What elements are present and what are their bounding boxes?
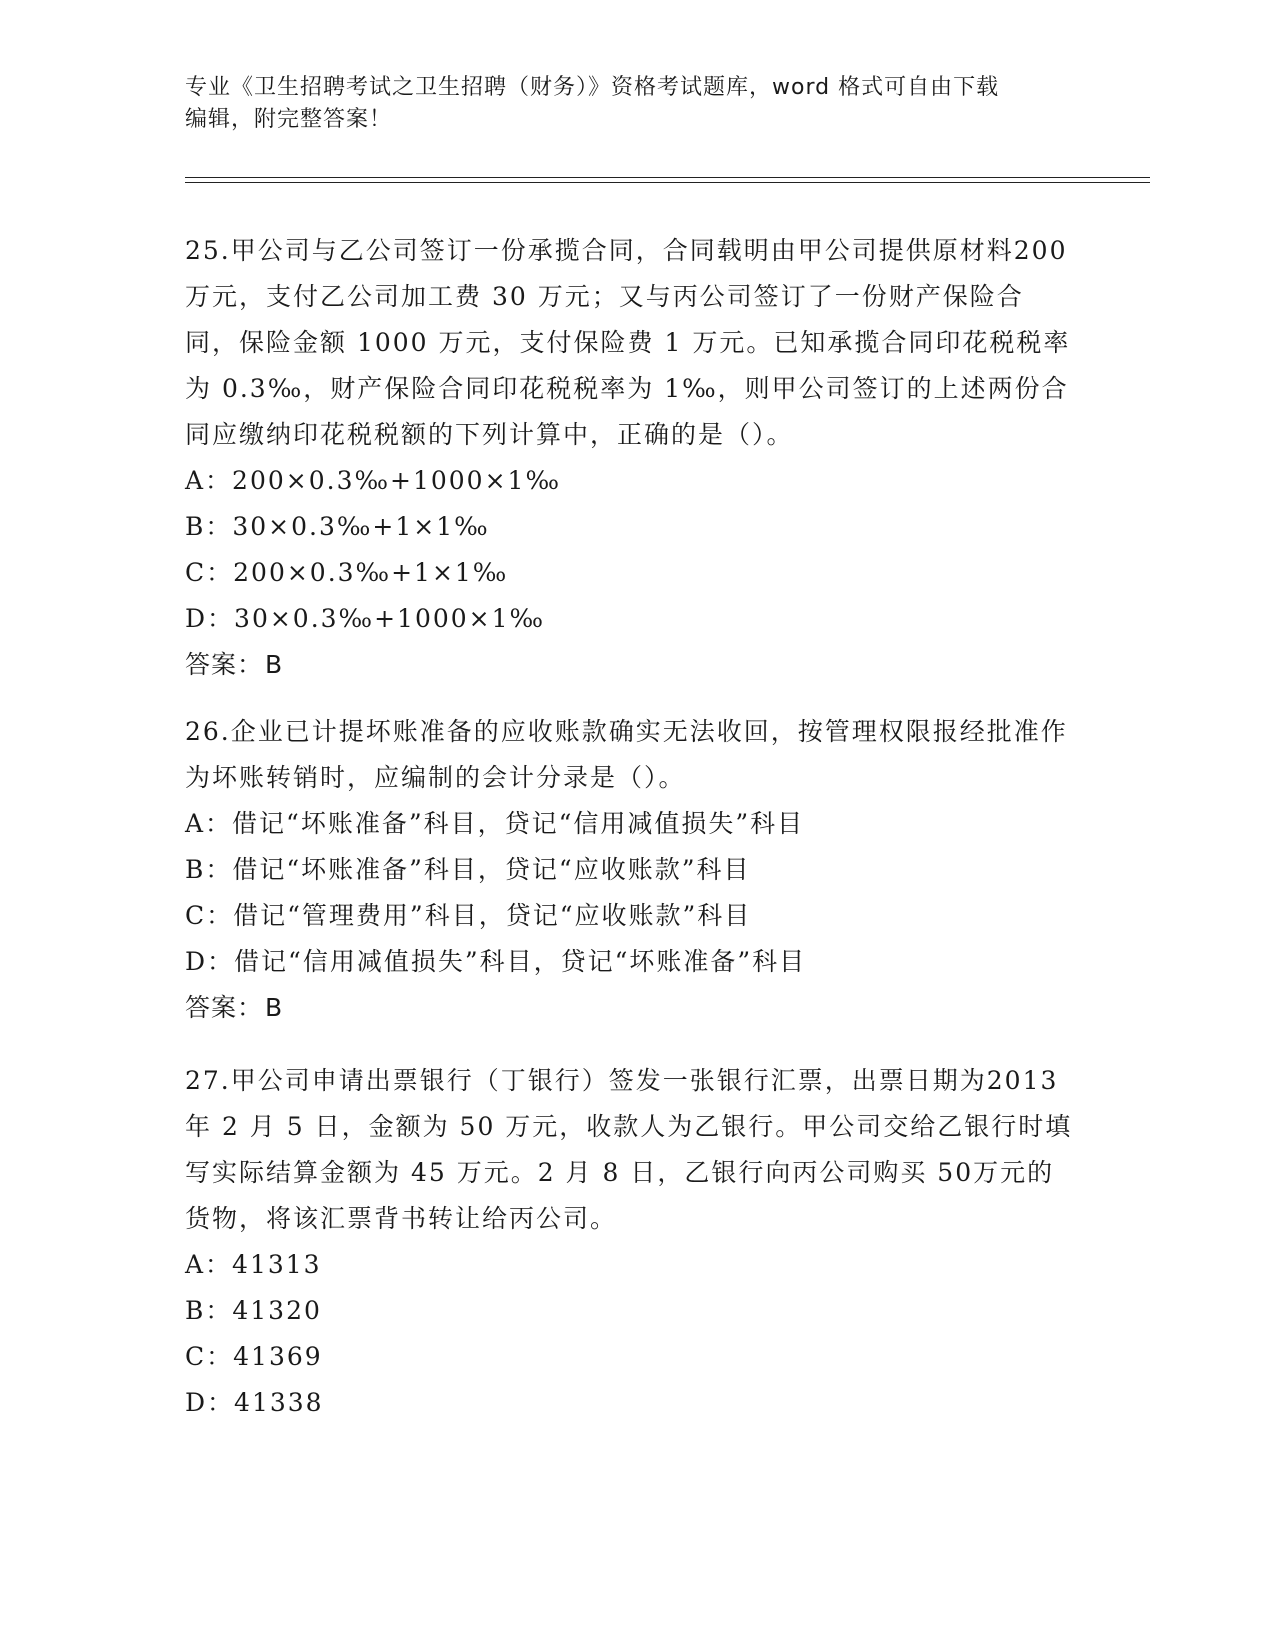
- option-b: B：41320: [185, 1296, 322, 1325]
- option-b: B：30×0.3‰+1×1‰: [185, 512, 490, 541]
- option-d: D：借记“信用减值损失”科目，贷记“坏账准备”科目: [185, 947, 807, 976]
- document-header: [185, 72, 1085, 136]
- option-a: A：借记“坏账准备”科目，贷记“信用减值损失”科目: [185, 809, 805, 838]
- answer-label: 答案：: [185, 993, 264, 1022]
- option-b: B：借记“坏账准备”科目，贷记“应收账款”科目: [185, 855, 751, 884]
- question-26: [185, 709, 1075, 1031]
- option-c: C：200×0.3‰+1×1‰: [185, 558, 509, 587]
- option-d: D：41338: [185, 1388, 324, 1417]
- header-line-2: 编辑，附完整答案！: [185, 107, 393, 132]
- question-27: [185, 1058, 1075, 1426]
- answer-value: B: [265, 650, 284, 679]
- option-a: A：200×0.3‰+1000×1‰: [185, 466, 561, 495]
- option-d: D：30×0.3‰+1000×1‰: [185, 604, 546, 633]
- option-c: C：借记“管理费用”科目，贷记“应收账款”科目: [185, 901, 752, 930]
- answer-label: 答案：: [185, 650, 264, 679]
- question-25: [185, 228, 1075, 688]
- answer-value: B: [265, 993, 284, 1022]
- question-stem: 27.甲公司申请出票银行（丁银行）签发一张银行汇票，出票日期为2013 年 2 月 5 日，金额为 50 万元，收款人为乙银行。甲公司交给乙银行时填写实际结算金额为 45 万元。2 月 8 日，乙银行向丙公司购买 50万元的货物，将该汇票背书转让给丙公司。: [185, 1066, 1073, 1233]
- question-stem: 26.企业已计提坏账准备的应收账款确实无法收回，按管理权限报经批准作为坏账转销时，应编制的会计分录是（）。: [185, 717, 1068, 792]
- option-c: C：41369: [185, 1342, 323, 1371]
- header-divider: [185, 177, 1150, 183]
- option-a: A：41313: [185, 1250, 322, 1279]
- header-line-1: 专业《卫生招聘考试之卫生招聘（财务）》资格考试题库，word 格式可自由下载: [185, 75, 1000, 100]
- answer-line: [185, 985, 1075, 1031]
- question-stem: 25.甲公司与乙公司签订一份承揽合同，合同载明由甲公司提供原材料200 万元，支付乙公司加工费 30 万元；又与丙公司签订了一份财产保险合同，保险金额 1000 万元，支付保险费 1 万元。已知承揽合同印花税税率为 0.3‰，财产保险合同印花税税率为 1‰，则甲公司签订的上述两份合同应缴纳印花税税额的下列计算中，正确的是（）。: [185, 236, 1071, 449]
- answer-line: [185, 642, 1075, 688]
